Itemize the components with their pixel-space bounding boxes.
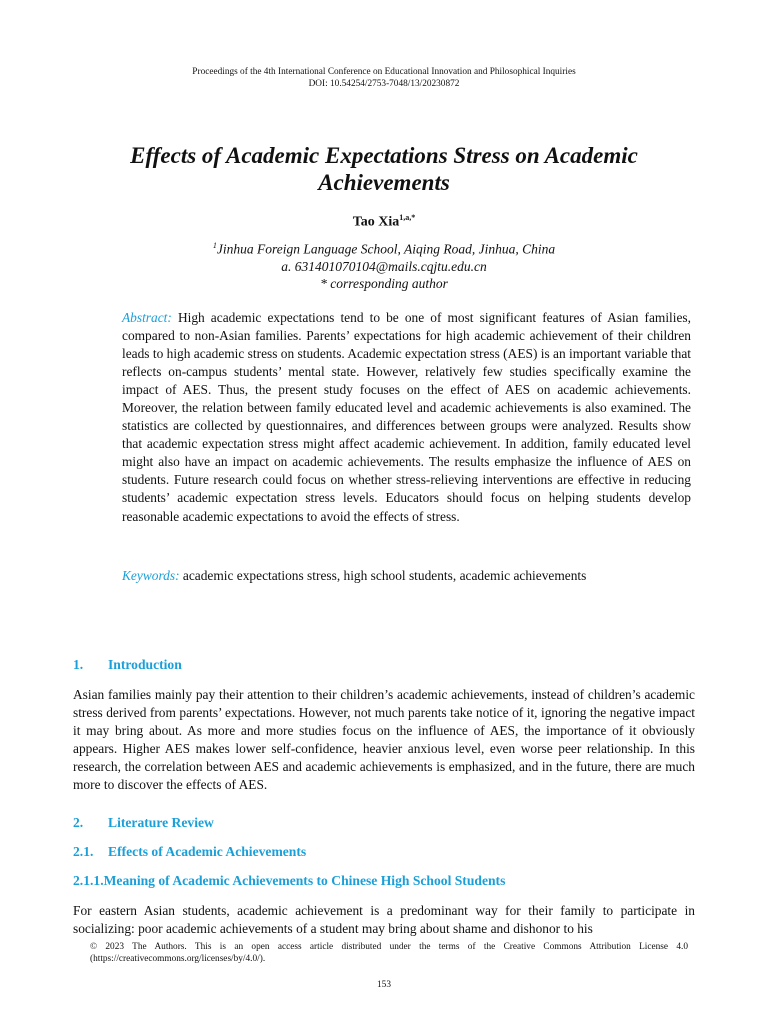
abstract-text: High academic expectations tend to be one of most significant features of Asian families, compared to non-Asian families. Parents’ expectations for high academic achievement of their children leads to high academic stress on students. Academic expectation stress (AES) is an important variable that reflects on-campus students’ mental state. However, relatively few studies specifically examine the impact of AES. Thus, the present study focuses on the effect of AES on academic achievements. Moreover, the relation between family educated level and academic achievements is also examined. The statistics are collected by questionnaires, and differences between groups were analyzed. Results show that academic expectation stress might affect academic achievement. In addition, family educated level might also have an impact on academic achievements. The results emphasize the influence of AES on students. Future research could focus on whether stress-relieving interventions are effective in reducing students’ academic expectation stress levels. Educators should focus on helping students develop reasonable academic expectations to avoid the effects of stress. [122,310,691,524]
section-title: Introduction [108,657,182,672]
running-header [0,66,768,90]
abstract [122,309,691,526]
license-footnote: © 2023 The Authors. This is an open access article distributed under the terms of the Creative Commons Attribution License 4.0 (https://creativecommons.org/licenses/by/4.0/). [90,942,688,964]
affiliation-line [0,237,768,258]
conference-name: Proceedings of the 4th International Conference on Educational Innovation and Philosophical Inquiries [192,67,576,77]
author-line [0,213,768,231]
meaning-paragraph: For eastern Asian students, academic achievement is a predominant way for their family to participate in socializing: poor academic achievements of a student may bring about shame and dishonor to his [73,903,695,936]
author-superscript: 1,a,* [399,213,416,222]
title-line-2: Achievements [318,170,450,195]
doi: DOI: 10.54254/2753-7048/13/20230872 [308,79,460,89]
affiliation-block [0,237,768,292]
title-line-1: Effects of Academic Expectations Stress on Academic [130,143,638,168]
author-email: a. 631401070104@mails.cqjtu.edu.cn [281,258,487,274]
affiliation-text: Jinhua Foreign Language School, Aiqing Road, Jinhua, China [216,241,556,257]
keywords-text: academic expectations stress, high school students, academic achievements [182,568,587,583]
abstract-label: Abstract: [122,310,172,325]
section-heading-literature-review [73,815,214,831]
affiliation-superscript: 1 [212,241,217,250]
corresponding-author-note: * corresponding author [320,276,448,292]
paper-title [80,142,688,196]
author-name: Tao Xia [352,214,400,230]
section-number: 1. [73,657,84,672]
section-number: 2. [73,815,84,830]
subsection-heading-effects [73,844,306,860]
keywords-label: Keywords: [122,568,180,583]
keywords [122,567,702,585]
section-number: 2.1.1. [73,873,104,888]
section-title: Effects of Academic Achievements [108,844,307,859]
subsubsection-heading-meaning [73,873,505,889]
section-number: 2.1. [73,844,94,859]
introduction-paragraph: Asian families mainly pay their attention to their children’s academic achievements, instead of children’s academic stress derived from parents’ expectations. However, not much parents take notice of it, ignoring the negative impact it may bring about. As more and more studies focus on the influence of AES, the importance of it obviously appears. Higher AES makes lower self-confidence, heavier anxious level, even worse peer relationship. In this research, the correlation between AES and academic achievements is emphasized, and in the future, there are much more to discover the effects of AES. [73,687,695,792]
section-title: Literature Review [108,815,214,830]
section-heading-introduction [73,657,182,673]
section-title: Meaning of Academic Achievements to Chinese High School Students [103,873,506,888]
page-number: 153 [377,980,391,990]
